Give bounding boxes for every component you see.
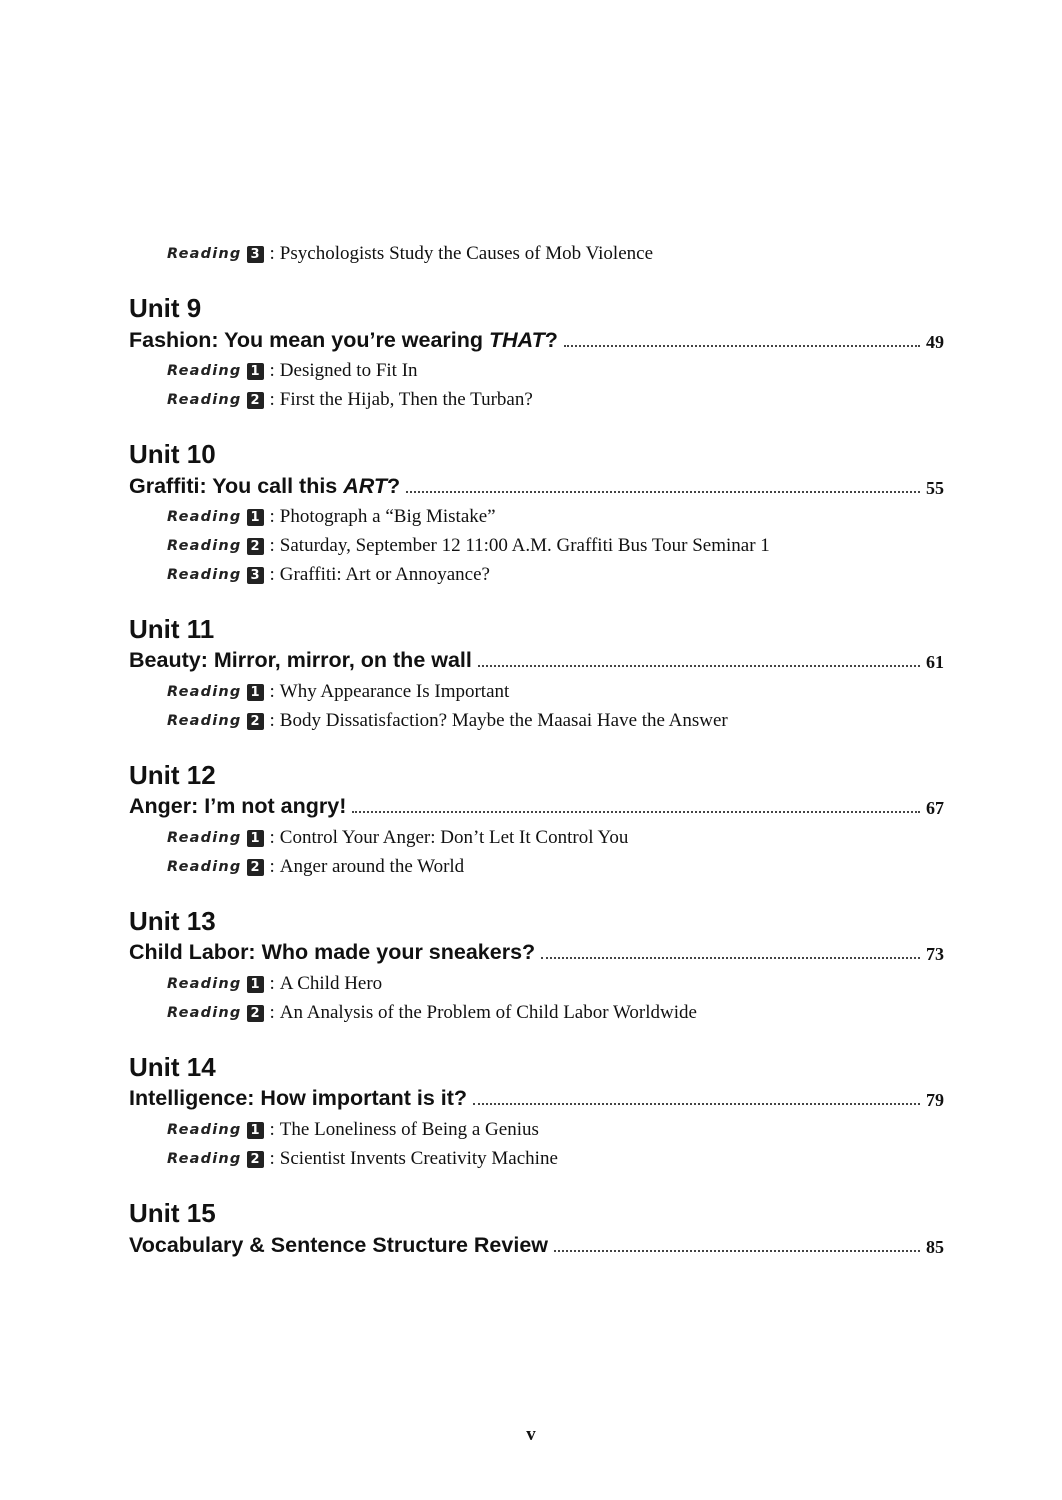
reading-entry: Reading 3 : Graffiti: Art or Annoyance? [167, 562, 490, 588]
footer-page-numeral: v [526, 1424, 536, 1445]
unit-title: Child Labor: Who made your sneakers? [129, 940, 536, 964]
reading-entry: Reading 1 : Why Appearance Is Important [167, 679, 509, 705]
reading-label: Reading [167, 538, 242, 554]
dot-leader [478, 665, 920, 667]
reading-number-badge: 2 [247, 538, 264, 555]
unit-title: Fashion: You mean you’re wearing THAT? [129, 328, 558, 352]
reading-entry: Reading 1 : Photograph a “Big Mistake” [167, 504, 496, 530]
reading-entry: Reading 1 : A Child Hero [167, 971, 382, 997]
reading-number-badge: 1 [247, 363, 264, 380]
unit-title-row [129, 326, 944, 354]
unit-title-row [129, 938, 944, 966]
reading-title: Photograph a “Big Mistake” [279, 506, 496, 527]
unit-title-row [129, 792, 944, 820]
reading-label: Reading [167, 830, 242, 846]
reading-title: Psychologists Study the Causes of Mob Violence [279, 243, 654, 264]
unit-heading: Unit 14 [129, 1052, 216, 1082]
reading-entry: Reading 2 : An Analysis of the Problem of Child Labor Worldwide [167, 1000, 697, 1026]
reading-number-badge: 2 [247, 1151, 264, 1168]
reading-entry: Reading 3 : Psychologists Study the Causes of Mob Violence [167, 241, 653, 267]
reading-title: Why Appearance Is Important [279, 681, 510, 702]
reading-number-badge: 1 [247, 1122, 264, 1139]
reading-entry: Reading 2 : Body Dissatisfaction? Maybe the Maasai Have the Answer [167, 708, 728, 734]
reading-label: Reading [167, 976, 242, 992]
reading-title: The Loneliness of Being a Genius [279, 1119, 539, 1140]
reading-number-badge: 3 [247, 567, 264, 584]
reading-entry: Reading 1 : Designed to Fit In [167, 358, 418, 384]
reading-title: Control Your Anger: Don’t Let It Control You [279, 827, 629, 848]
reading-entry: Reading 2 : Scientist Invents Creativity Machine [167, 1146, 558, 1172]
reading-title: Graffiti: Art or Annoyance? [279, 564, 490, 585]
reading-title: Scientist Invents Creativity Machine [279, 1148, 558, 1169]
unit-heading: Unit 15 [129, 1198, 216, 1228]
reading-label: Reading [167, 1122, 242, 1138]
reading-label: Reading [167, 509, 242, 525]
reading-label: Reading [167, 246, 242, 262]
page-number: 73 [926, 944, 944, 964]
dot-leader [554, 1250, 920, 1252]
reading-entry: Reading 1 : The Loneliness of Being a Genius [167, 1117, 539, 1143]
reading-entry: Reading 2 : First the Hijab, Then the Turban? [167, 387, 533, 413]
unit-heading: Unit 11 [129, 614, 215, 644]
reading-title: Body Dissatisfaction? Maybe the Maasai Have the Answer [279, 710, 728, 731]
reading-title: Designed to Fit In [279, 360, 418, 381]
unit-heading: Unit 12 [129, 760, 216, 790]
unit-heading: Unit 10 [129, 439, 216, 469]
unit-title: Graffiti: You call this ART? [129, 474, 401, 498]
reading-label: Reading [167, 684, 242, 700]
dot-leader [352, 811, 920, 813]
reading-label: Reading [167, 1151, 242, 1167]
reading-number-badge: 1 [247, 684, 264, 701]
reading-title: A Child Hero [279, 973, 383, 994]
reading-number-badge: 2 [247, 713, 264, 730]
reading-label: Reading [167, 713, 242, 729]
unit-title-row [129, 472, 944, 500]
reading-entry: Reading 2 : Saturday, September 12 11:00 A.M. Graffiti Bus Tour Seminar 1 [167, 533, 770, 559]
reading-entry: Reading 1 : Control Your Anger: Don’t Let It Control You [167, 825, 628, 851]
dot-leader [541, 957, 920, 959]
reading-number-badge: 2 [247, 392, 264, 409]
unit-title: Beauty: Mirror, mirror, on the wall [129, 648, 472, 672]
dot-leader [406, 491, 920, 493]
unit-title: Anger: I’m not angry! [129, 794, 347, 818]
page-number: 79 [926, 1090, 944, 1110]
unit-title-row [129, 1231, 944, 1259]
reading-entry: Reading 2 : Anger around the World [167, 854, 464, 880]
unit-heading: Unit 13 [129, 906, 216, 936]
reading-number-badge: 2 [247, 859, 264, 876]
reading-title: First the Hijab, Then the Turban? [279, 389, 533, 410]
unit-title-row [129, 646, 944, 674]
reading-label: Reading [167, 567, 242, 583]
reading-label: Reading [167, 363, 242, 379]
reading-label: Reading [167, 392, 242, 408]
reading-title: Anger around the World [279, 856, 465, 877]
reading-number-badge: 1 [247, 509, 264, 526]
unit-title-row [129, 1084, 944, 1112]
reading-number-badge: 1 [247, 830, 264, 847]
dot-leader [564, 345, 920, 347]
page-number: 85 [926, 1237, 944, 1257]
reading-number-badge: 2 [247, 1005, 264, 1022]
unit-heading: Unit 9 [129, 293, 202, 323]
unit-title: Intelligence: How important is it? [129, 1086, 468, 1110]
unit-title: Vocabulary & Sentence Structure Review [129, 1233, 548, 1257]
dot-leader [473, 1103, 920, 1105]
reading-title: Saturday, September 12 11:00 A.M. Graffiti Bus Tour Seminar 1 [279, 535, 770, 556]
reading-title: An Analysis of the Problem of Child Labor Worldwide [279, 1002, 697, 1023]
reading-number-badge: 1 [247, 976, 264, 993]
reading-number-badge: 3 [247, 246, 264, 263]
page-number: 55 [926, 478, 944, 498]
reading-label: Reading [167, 859, 242, 875]
page-number: 67 [926, 798, 944, 818]
page-number: 49 [926, 332, 944, 352]
page-number: 61 [926, 652, 944, 672]
reading-label: Reading [167, 1005, 242, 1021]
